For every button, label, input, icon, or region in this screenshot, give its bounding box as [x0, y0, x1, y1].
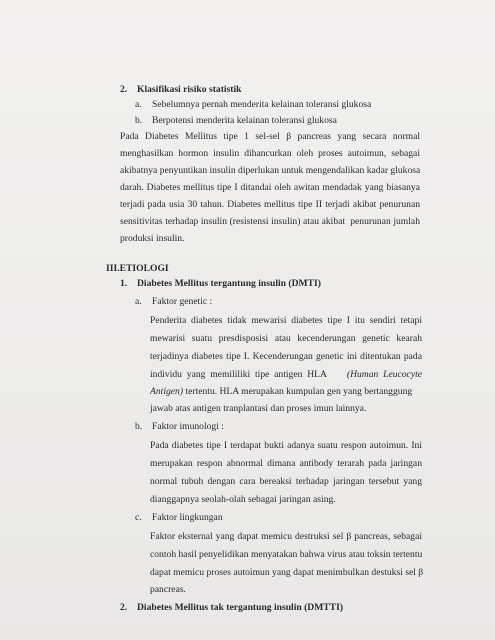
paragraph-line: terjadi pada usia 30 tahun. Diabetes mellitus tipe II terjadi akibat penurunan [120, 199, 420, 210]
paragraph-line: terjadinya diabetes tipe I. Kecenderungan genetic ini ditentukan pada [150, 351, 422, 362]
paragraph-line: Pada Diabetes Mellitus tipe 1 sel-sel β pancreas yang secara normal [120, 131, 420, 142]
list-letter: b. [135, 421, 143, 432]
list-letter: b. [135, 115, 143, 126]
paragraph-line: Penderita diabetes tidak mewarisi diabetes tipe I itu sendiri tetapi [150, 315, 422, 326]
subsection-heading: Diabetes Mellitus tergantung insulin (DMTI) [137, 278, 321, 289]
paragraph-line: dianggapnya seolah-olah sebagai jaringan asing. [150, 494, 336, 505]
paragraph-line: akibatnya penyuntikan insulin diperlukan untuk mengendalikan kadar glukosa [120, 165, 421, 176]
paragraph-line: Pada diabetes tipe I terdapat bukti adanya suatu respon autoimun. Ini [150, 440, 422, 451]
paragraph-line [150, 369, 422, 381]
section-heading: Klasifikasi risiko statistik [137, 84, 242, 95]
paragraph-line: contoh hasil penyelidikan menyatakan bahwa virus atau toksin tertentu [150, 549, 423, 560]
paragraph-line: produksi insulin. [120, 233, 185, 244]
paragraph-line: dapat memicu proses autoimun yang dapat menimbulkan destuksi sel β [150, 567, 424, 578]
chapter-heading: III.ETIOLOGI [106, 263, 169, 274]
paragraph-line: menghasilkan hormon insulin dihancurkan oleh proses autoimun, sebagai [120, 148, 420, 159]
list-letter: a. [135, 296, 142, 307]
item-title: Faktor imunologi : [152, 421, 224, 432]
paragraph-line: Faktor eksternal yang dapat memicu destruksi sel β pancreas, sebagai [150, 531, 422, 542]
section-number: 2. [120, 84, 128, 95]
list-letter: c. [135, 512, 142, 523]
list-item: Berpotensi menderita kelainan toleransi glukosa [152, 115, 337, 126]
text-segment: individu yang memililiki tipe antigen HLA [150, 369, 329, 380]
italic-term: (Human Leucocyte [346, 369, 422, 380]
item-title: Faktor lingkungan [152, 512, 223, 523]
paragraph-line: merupakan respon abnormal dimana antibody terarah pada jaringan [150, 458, 422, 469]
paragraph-line: normal tubuh dengan cara bereaksi terhadap jaringan tersebut yang [150, 476, 422, 487]
italic-term: Antigen) [150, 386, 184, 397]
subsection-number: 2. [120, 602, 128, 613]
subsection-number: 1. [120, 278, 128, 289]
paragraph-line: mewarisi suatu presdisposisi atau kecenderungan genetic kearah [150, 333, 422, 344]
list-letter: a. [135, 99, 142, 110]
subsection-heading: Diabetes Mellitus tak tergantung insulin (DMTTI) [137, 602, 344, 613]
paragraph-line: darah. Diabetes mellitus tipe I ditandai oleh awitan mendadak yang biasanya [120, 182, 420, 193]
list-item: Sebelumnya pernah menderita kelainan toleransi glukosa [152, 99, 372, 110]
paragraph-line: sensitivitas terhadap insulin (resistensi insulin) atau akibat penurunan jumlah [120, 216, 420, 227]
paragraph-line: jawab atas antigen tranplantasi dan proses imun lainnya. [150, 403, 367, 414]
item-title: Faktor genetic : [152, 296, 213, 307]
paragraph-line [150, 386, 412, 398]
text-segment: tertentu. HLA merupakan kumpulan gen yang bertanggung [183, 386, 413, 397]
paragraph-line: pancreas. [150, 584, 186, 595]
